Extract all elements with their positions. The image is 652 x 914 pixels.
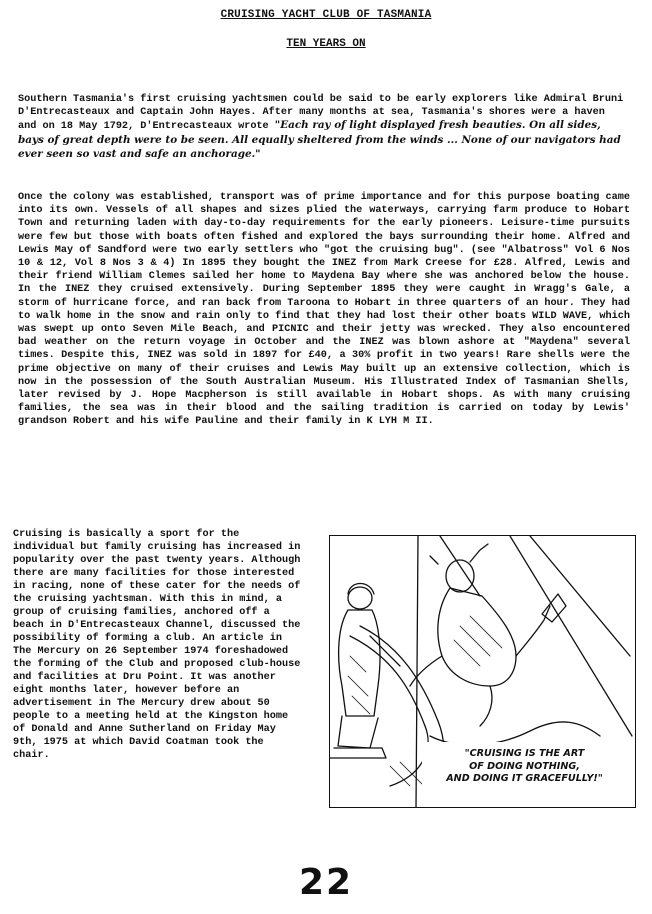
cartoon-caption bbox=[422, 748, 627, 786]
club-founding-paragraph: Cruising is basically a sport for the individual but family cruising has increased in popularity over the past twenty years. Although there are many facilities for those interested in racing, none of these cater for the needs of the cruising yachtsman. With this in mind, a group of cruising families, anchored off a beach in D'Entrecasteaux Channel, discussed the possibility of forming a club. An article in The Mercury on 26 September 1974 foreshadowed the forming of the Club and proposed club-house and facilities at Dru Point. It was another eight months later, however before an advertisement in The Mercury drew about 50 people to a meeting held at the Kingston home of Donald and Anne Sutherland on Friday May 9th, 1975 at which David Coatman took the chair. bbox=[13, 529, 301, 761]
article-title: TEN YEARS ON bbox=[286, 38, 366, 50]
history-paragraph: Once the colony was established, transport was of prime importance and for this purpose boating came into its own. Vessels of all shapes and sizes plied the waterways, carrying farm produce to Hobart Town and returning laden with day-to-day requirements for the early pioneers. Leisure-time pursuits were few but those with boats often fished and explored the bays surrounding their home. Alfred and Lewis May of Sandford were two early settlers who "got the cruising bug". (see "Albatross" Vol 6 Nos 10 & 12, Vol 8 Nos 3 & 4) In 1895 they bought the INEZ from Mark Creese for £28. Alfred, Lewis and their friend William Clemes sailed her home to Maydena Bay where she was anchored below the house. In the INEZ they cruised extensively. During September 1895 they were caught in Wragg's Gale, a storm of hurricane force, and ran back from Taroona to Hobart in three quarters of an hour. They had to walk home in the snow and rain only to find that they had lost their other boats WILD WAVE, which was swept up onto Seven Mile Beach, and PICNIC and their jetty was wrecked. They also encountered bad weather on the return voyage in October and the INEZ was blown ashore at "Maydena" several times. Despite this, INEZ was sold in 1897 for £40, a 30% profit in two years! Rare shells were the prime objective on many of their cruises and Lewis May built up an extensive collection, which is now in the possession of the South Australian Museum. His Illustrated Index of Tasmanian Shells, later revised by J. Hope Macpherson is still available in Hobart shops. As with many cruising families, the sea was in their blood and the sailing tradition is carried on today by Lewis' grandson Robert and his wife Pauline and their family in K LYH M II. bbox=[18, 192, 630, 428]
mast-line bbox=[416, 536, 418, 808]
intro-paragraph bbox=[18, 93, 628, 162]
intro-text: Southern Tasmania's first cruising yachtsmen could be said to be early explorers like Admiral Bruni D'Entrecasteaux and Captain John Hayes. After many months at sea, Tasmania's shores were a haven and on 18 May 1792, D'Entrecasteaux wrote bbox=[18, 94, 624, 133]
hanging-figure-body bbox=[438, 588, 516, 686]
entrecasteaux-quote: "Each ray of light displayed fresh beauties. On all sides, bays of great depth were to be seen. All equally sheltered from the winds ... None of our navigators had ever seen so vast and safe an anchorage." bbox=[18, 119, 621, 160]
hanging-figure-head bbox=[446, 560, 474, 592]
sitting-figure-body bbox=[339, 610, 380, 716]
caption-line-2: OF DOING NOTHING, bbox=[469, 760, 580, 772]
caption-line-3: AND DOING IT GRACEFULLY!" bbox=[446, 773, 603, 784]
cartoon-illustration bbox=[329, 535, 636, 808]
page-number: 22 bbox=[298, 862, 354, 903]
organization-title: CRUISING YACHT CLUB OF TASMANIA bbox=[220, 9, 432, 21]
sitting-figure-head bbox=[348, 587, 372, 609]
caption-line-1: "CRUISING IS THE ART bbox=[464, 748, 585, 759]
hanging-figure-leg bbox=[516, 606, 550, 656]
